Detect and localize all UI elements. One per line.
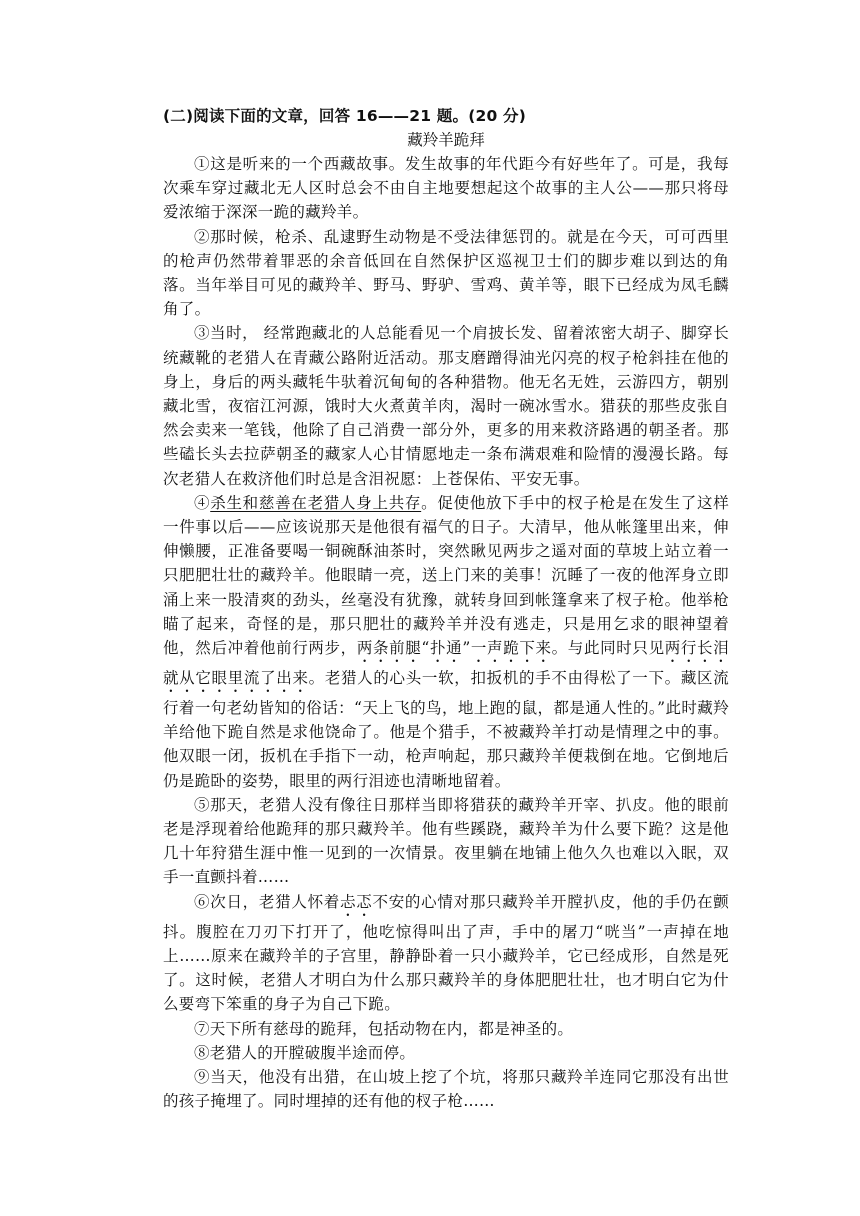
document-page — [163, 104, 729, 1113]
paragraph-3: ③当时， 经常跑藏北的人总能看见一个肩披长发、留着浓密大胡子、脚穿长统藏靴的老猎人在青藏公路附近活动。那支磨蹭得油光闪亮的杈子枪斜挂在他的身上，身后的两头藏牦牛驮着沉甸甸的各种猎物。他无名无姓，云游四方，朝别藏北雪，夜宿江河源，饿时大火煮黄羊肉，渴时一碗冰雪水。猎获的那些皮张自然会卖来一笔钱，他除了自己消费一部分外，更多的用来救济路遇的朝圣者。那些磕长头去拉萨朝圣的藏家人心甘情愿地走一条布满艰难和险情的漫漫长路。每次老猎人在救济他们时总是含泪祝愿：上苍保佑、平安无事。 — [163, 324, 729, 488]
paragraph-4-text-a: 。促使他放下手中的杈子枪是在发生了这样一件事以后——应该说那天是他很有福气的日子。大清早，他从帐篷里出来，伸伸懒腰，正准备要喝一铜碗酥油茶时，突然瞅见两步之遥对面的草坡上站立着一只肥肥壮壮的藏羚羊。他眼睛一亮，送上门来的美事！沉睡了一夜的他浑身立即涌上来一股清爽的劲头，丝毫没有犹豫，就转身回到帐篷拿来了杈子枪。他举枪瞄了起来，奇怪的是，那只肥壮的藏羚羊并没有逃走，只是用乞求的眼神望着他，然后冲着他前行两步， — [163, 493, 729, 658]
paragraph-1: ①这是听来的一个西藏故事。发生故事的年代距今有好些年了。可是，我每次乘车穿过藏北无人区时总会不由自主地要想起这个故事的主人公——那只将母爱浓缩于深深一跪的藏羚羊。 — [163, 155, 729, 222]
paragraph-9: ⑨当天，他没有出猎，在山坡上挖了个坑，将那只藏羚羊连同它那没有出世的孩子掩埋了。同时埋掉的还有他的杈子枪…… — [163, 1067, 729, 1111]
paragraph-4-text-b: 。与此同时只见 — [551, 639, 665, 658]
paragraph-5: ⑤那天，老猎人没有像往日那样当即将猎获的藏羚羊开宰、扒皮。他的眼前老是浮现着给他跪拜的那只藏羚羊。他有些蹊跷，藏羚羊为什么要下跪？这是他几十年狩猎生涯中惟一见到的一次情景。夜里躺在地铺上他久久也难以入眠，双手一直颤抖着…… — [163, 795, 729, 887]
dotted-phrase-kneel: 两条前腿“扑通”一声跪下来 — [356, 639, 552, 658]
paragraph-4 — [163, 491, 729, 793]
paragraph-8: ⑧老猎人的开膛破腹半途而停。 — [194, 1043, 416, 1062]
dotted-phrase-tears: 两行长泪就从它眼里流了出来 — [163, 639, 729, 688]
underlined-sentence: 杀生和慈善在老猎人身上共存 — [210, 493, 422, 512]
section-heading: (二)阅读下面的文章，回答 16——21 题。(20 分) — [163, 107, 527, 125]
article-title: 藏羚羊跪拜 — [407, 131, 485, 149]
paragraph-6-text-a: ⑥次日，老猎人怀着 — [194, 892, 341, 911]
dotted-word-tante: 忐忑 — [340, 892, 373, 911]
paragraph-4-number: ④ — [194, 493, 211, 512]
paragraph-4-text-c: 。老猎人的心头一软，扣扳机的手不由得松了一下。藏区流行着一句老幼皆知的俗话：“天上飞的鸟，地上跑的鼠，都是通人性的。”此时藏羚羊给他下跪自然是求他饶命了。他是个猎手，不被藏羚羊打动是情理之中的事。他双眼一闭，扳机在手指下一动，枪声响起，那只藏羚羊便栽倒在地。它倒地后仍是跪卧的姿势，眼里的两行泪迹也清晰地留着。 — [163, 669, 729, 790]
paragraph-7: ⑦天下所有慈母的跪拜，包括动物在内，都是神圣的。 — [194, 1019, 574, 1038]
paragraph-6-text-b: 不安的心情对那只藏羚羊开膛扒皮，他的手仍在颤抖。腹腔在刀刃下打开了，他吃惊得叫出了声，手中的屠刀“咣当”一声掉在地上……原来在藏羚羊的子宫里，静静卧着一只小藏羚羊，它已经成形，自然是死了。这时候，老猎人才明白为什么那只藏羚羊的身体肥肥壮壮，也才明白它为什么要弯下笨重的身子为自己下跪。 — [163, 892, 729, 1014]
paragraph-2: ②那时候，枪杀、乱逮野生动物是不受法律惩罚的。就是在今天，可可西里的枪声仍然带着罪恶的余音低回在自然保护区巡视卫士们的脚步难以到达的角落。当年举目可见的藏羚羊、野马、野驴、雪鸡、黄羊等，眼下已经成为凤毛麟角了。 — [163, 227, 729, 319]
paragraph-6 — [163, 890, 729, 1017]
